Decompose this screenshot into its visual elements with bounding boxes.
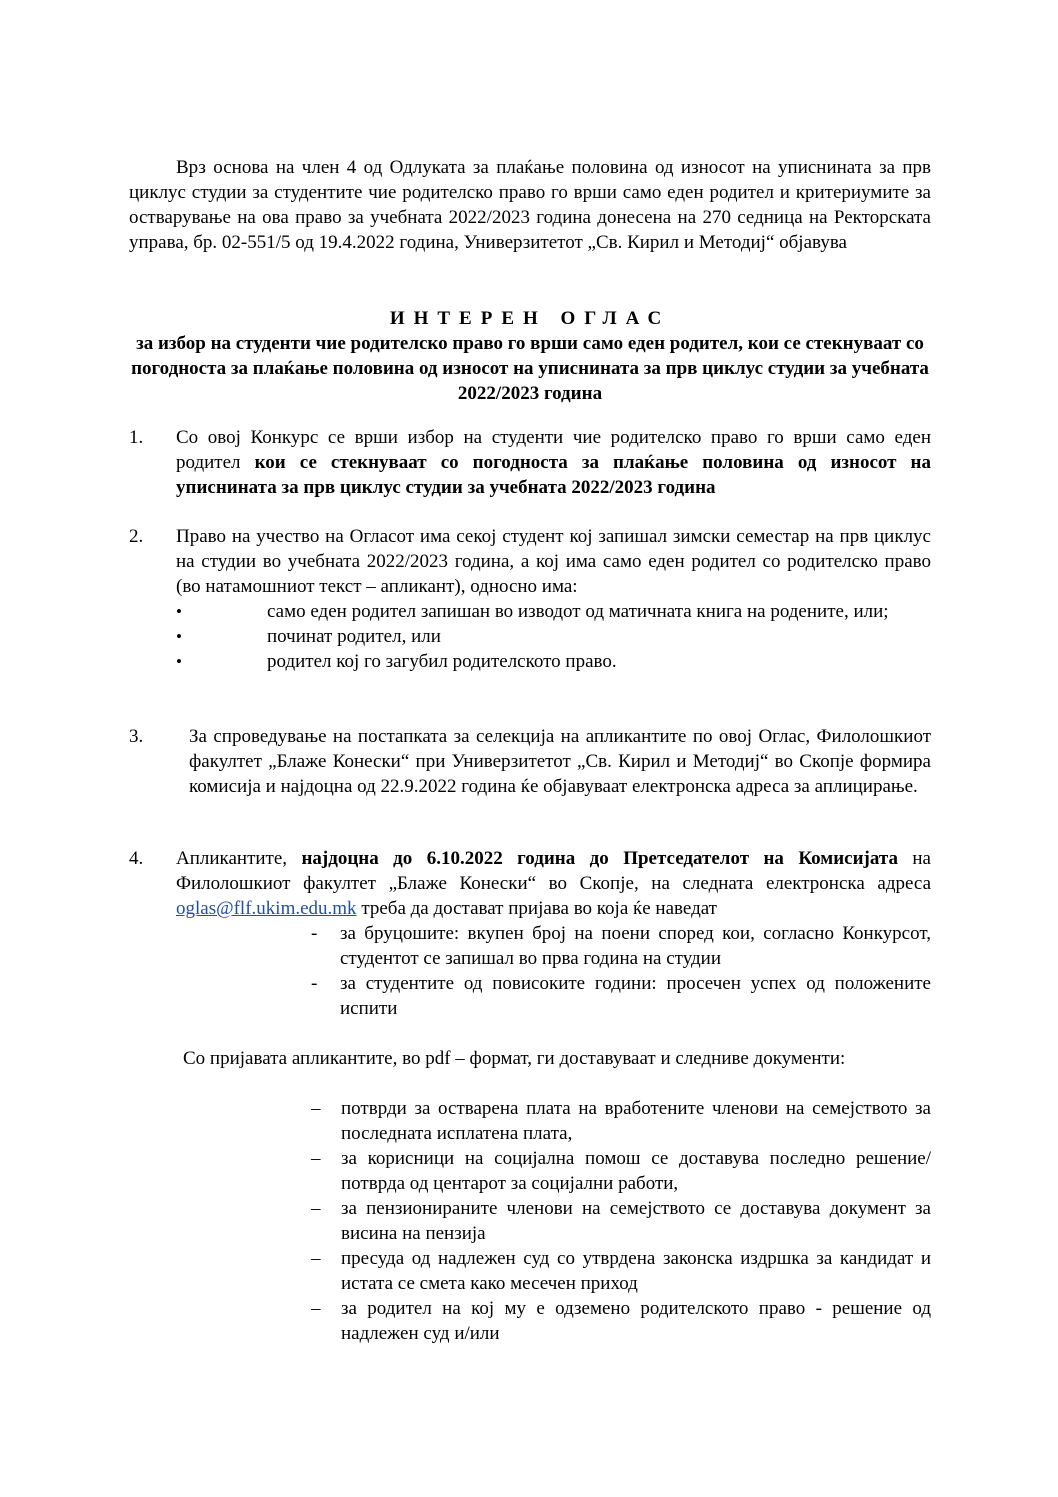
section-4-bullets bbox=[311, 921, 931, 1021]
section-4-text bbox=[176, 846, 931, 921]
dash-icon: - bbox=[311, 923, 318, 944]
section-1-bold: кои се стекнуваат со погодноста за плаќање половина од износот на уписнината за прв циклус студии за учебната 2022/2023 година bbox=[176, 452, 932, 498]
list-item-text: за бруцошите: вкупен број на поени според кои, согласно Конкурсот, студентот се запишал во прва година на студии bbox=[340, 923, 931, 969]
section-2 bbox=[129, 524, 931, 674]
section-4-plain-a: Апликантите, bbox=[176, 848, 302, 869]
bullet-icon: • bbox=[176, 652, 182, 671]
documents-intro: Со пријавата апликантите, во pdf – формат, ги доставуваат и следниве документи: bbox=[183, 1048, 846, 1069]
list-item bbox=[311, 1196, 931, 1246]
list-item-text: родител кој го загубил родителското право. bbox=[267, 651, 617, 672]
section-4 bbox=[129, 846, 931, 1021]
section-number: 3. bbox=[129, 726, 144, 747]
dash-icon: – bbox=[311, 1298, 321, 1319]
list-item-text: за родител на кој му е одземено родителското право - решение од надлежен суд и/или bbox=[341, 1298, 931, 1344]
list-item bbox=[176, 599, 931, 624]
list-item-text: за корисници на социјална помош се доставува последно решение/потврда од центарот за социјални работи, bbox=[341, 1148, 931, 1194]
dash-icon: - bbox=[311, 973, 318, 994]
intro-paragraph: Врз основа на член 4 од Одлуката за плаќање половина од износот на уписнината за прв циклус студии за студентите чие родителско право го врши само еден родител и критериумите за остварување на ова право за учебната 2022/2023 година донесена на 270 седница на Ректорската управа, бр. 02-551/5 од 19.4.2022 година, Универзитетот „Св. Кирил и Методиј“ објавува bbox=[129, 157, 931, 253]
bullet-icon: • bbox=[176, 627, 182, 646]
section-3 bbox=[129, 724, 931, 799]
list-item bbox=[176, 624, 931, 649]
email-link[interactable]: oglas@flf.ukim.edu.mk bbox=[176, 898, 357, 919]
list-item-text: потврди за остварена плата на вработените членови на семејството за последната исплатена плата, bbox=[341, 1098, 931, 1144]
list-item-text: за пензионираните членови на семејството се доставува документ за висина на пензија bbox=[341, 1198, 931, 1244]
list-item-text: пресуда од надлежен суд со утврдена законска издршка за кандидат и истата се смета како месечен приход bbox=[341, 1248, 931, 1294]
list-item bbox=[311, 1096, 931, 1146]
section-4-plain-c: треба да достават пријава во која ќе наведат bbox=[356, 898, 717, 919]
list-item bbox=[176, 649, 931, 674]
list-item bbox=[311, 1146, 931, 1196]
list-item-text: починат родител, или bbox=[267, 626, 441, 647]
list-item bbox=[311, 1246, 931, 1296]
section-4-plain-b: на Филолошкиот факултет „Блаже Конески“ во Скопје, на следната електронска адреса bbox=[176, 848, 931, 894]
document-title: ИНТЕРЕН ОГЛАС bbox=[389, 308, 671, 329]
dash-icon: – bbox=[311, 1098, 321, 1119]
dash-icon: – bbox=[311, 1198, 321, 1219]
list-item-text: за студентите од повисоките години: просечен успех од положените испити bbox=[340, 973, 931, 1019]
section-3-text: За спроведување на постапката за селекција на апликантите по овој Оглас, Филолошкиот факултет „Блаже Конески“ при Универзитетот „Св. Кирил и Методиј“ во Скопје формира комисија и најдоцна од 22.9.2022 година ќе објавуваат електронска адреса за аплицирање. bbox=[189, 726, 931, 797]
section-2-text: Право на учество на Огласот има секој студент кој запишал зимски семестар на прв циклус на студии во учебната 2022/2023 година, а кој има само еден родител со родителско право (во натамошниот текст – апликант), односно има: bbox=[176, 526, 931, 597]
documents-list bbox=[311, 1096, 931, 1346]
bullet-icon: • bbox=[176, 602, 182, 621]
dash-icon: – bbox=[311, 1148, 321, 1169]
section-1-plain: Со овој Конкурс се врши избор на студенти чие родителско право го врши само еден родител bbox=[176, 427, 931, 473]
section-4-bold: најдоцна до 6.10.2022 година до Претседателот на Комисијата bbox=[301, 848, 898, 869]
section-1 bbox=[129, 425, 931, 500]
section-number: 4. bbox=[129, 848, 144, 869]
list-item bbox=[311, 1296, 931, 1346]
section-2-bullets bbox=[176, 599, 931, 674]
document-subtitle: за избор на студенти чие родителско право го врши само еден родител, кои се стекнуваат со погодноста за плаќање половина од износот на уписнината за прв циклус студии за учебната 2022/2023 година bbox=[131, 333, 929, 404]
section-number: 2. bbox=[129, 526, 144, 547]
section-1-text bbox=[176, 425, 931, 500]
list-item bbox=[311, 971, 931, 1021]
list-item-text: само еден родител запишан во изводот од матичната книга на родените, или; bbox=[267, 601, 889, 622]
dash-icon: – bbox=[311, 1248, 321, 1269]
list-item bbox=[311, 921, 931, 971]
section-number: 1. bbox=[129, 427, 144, 448]
